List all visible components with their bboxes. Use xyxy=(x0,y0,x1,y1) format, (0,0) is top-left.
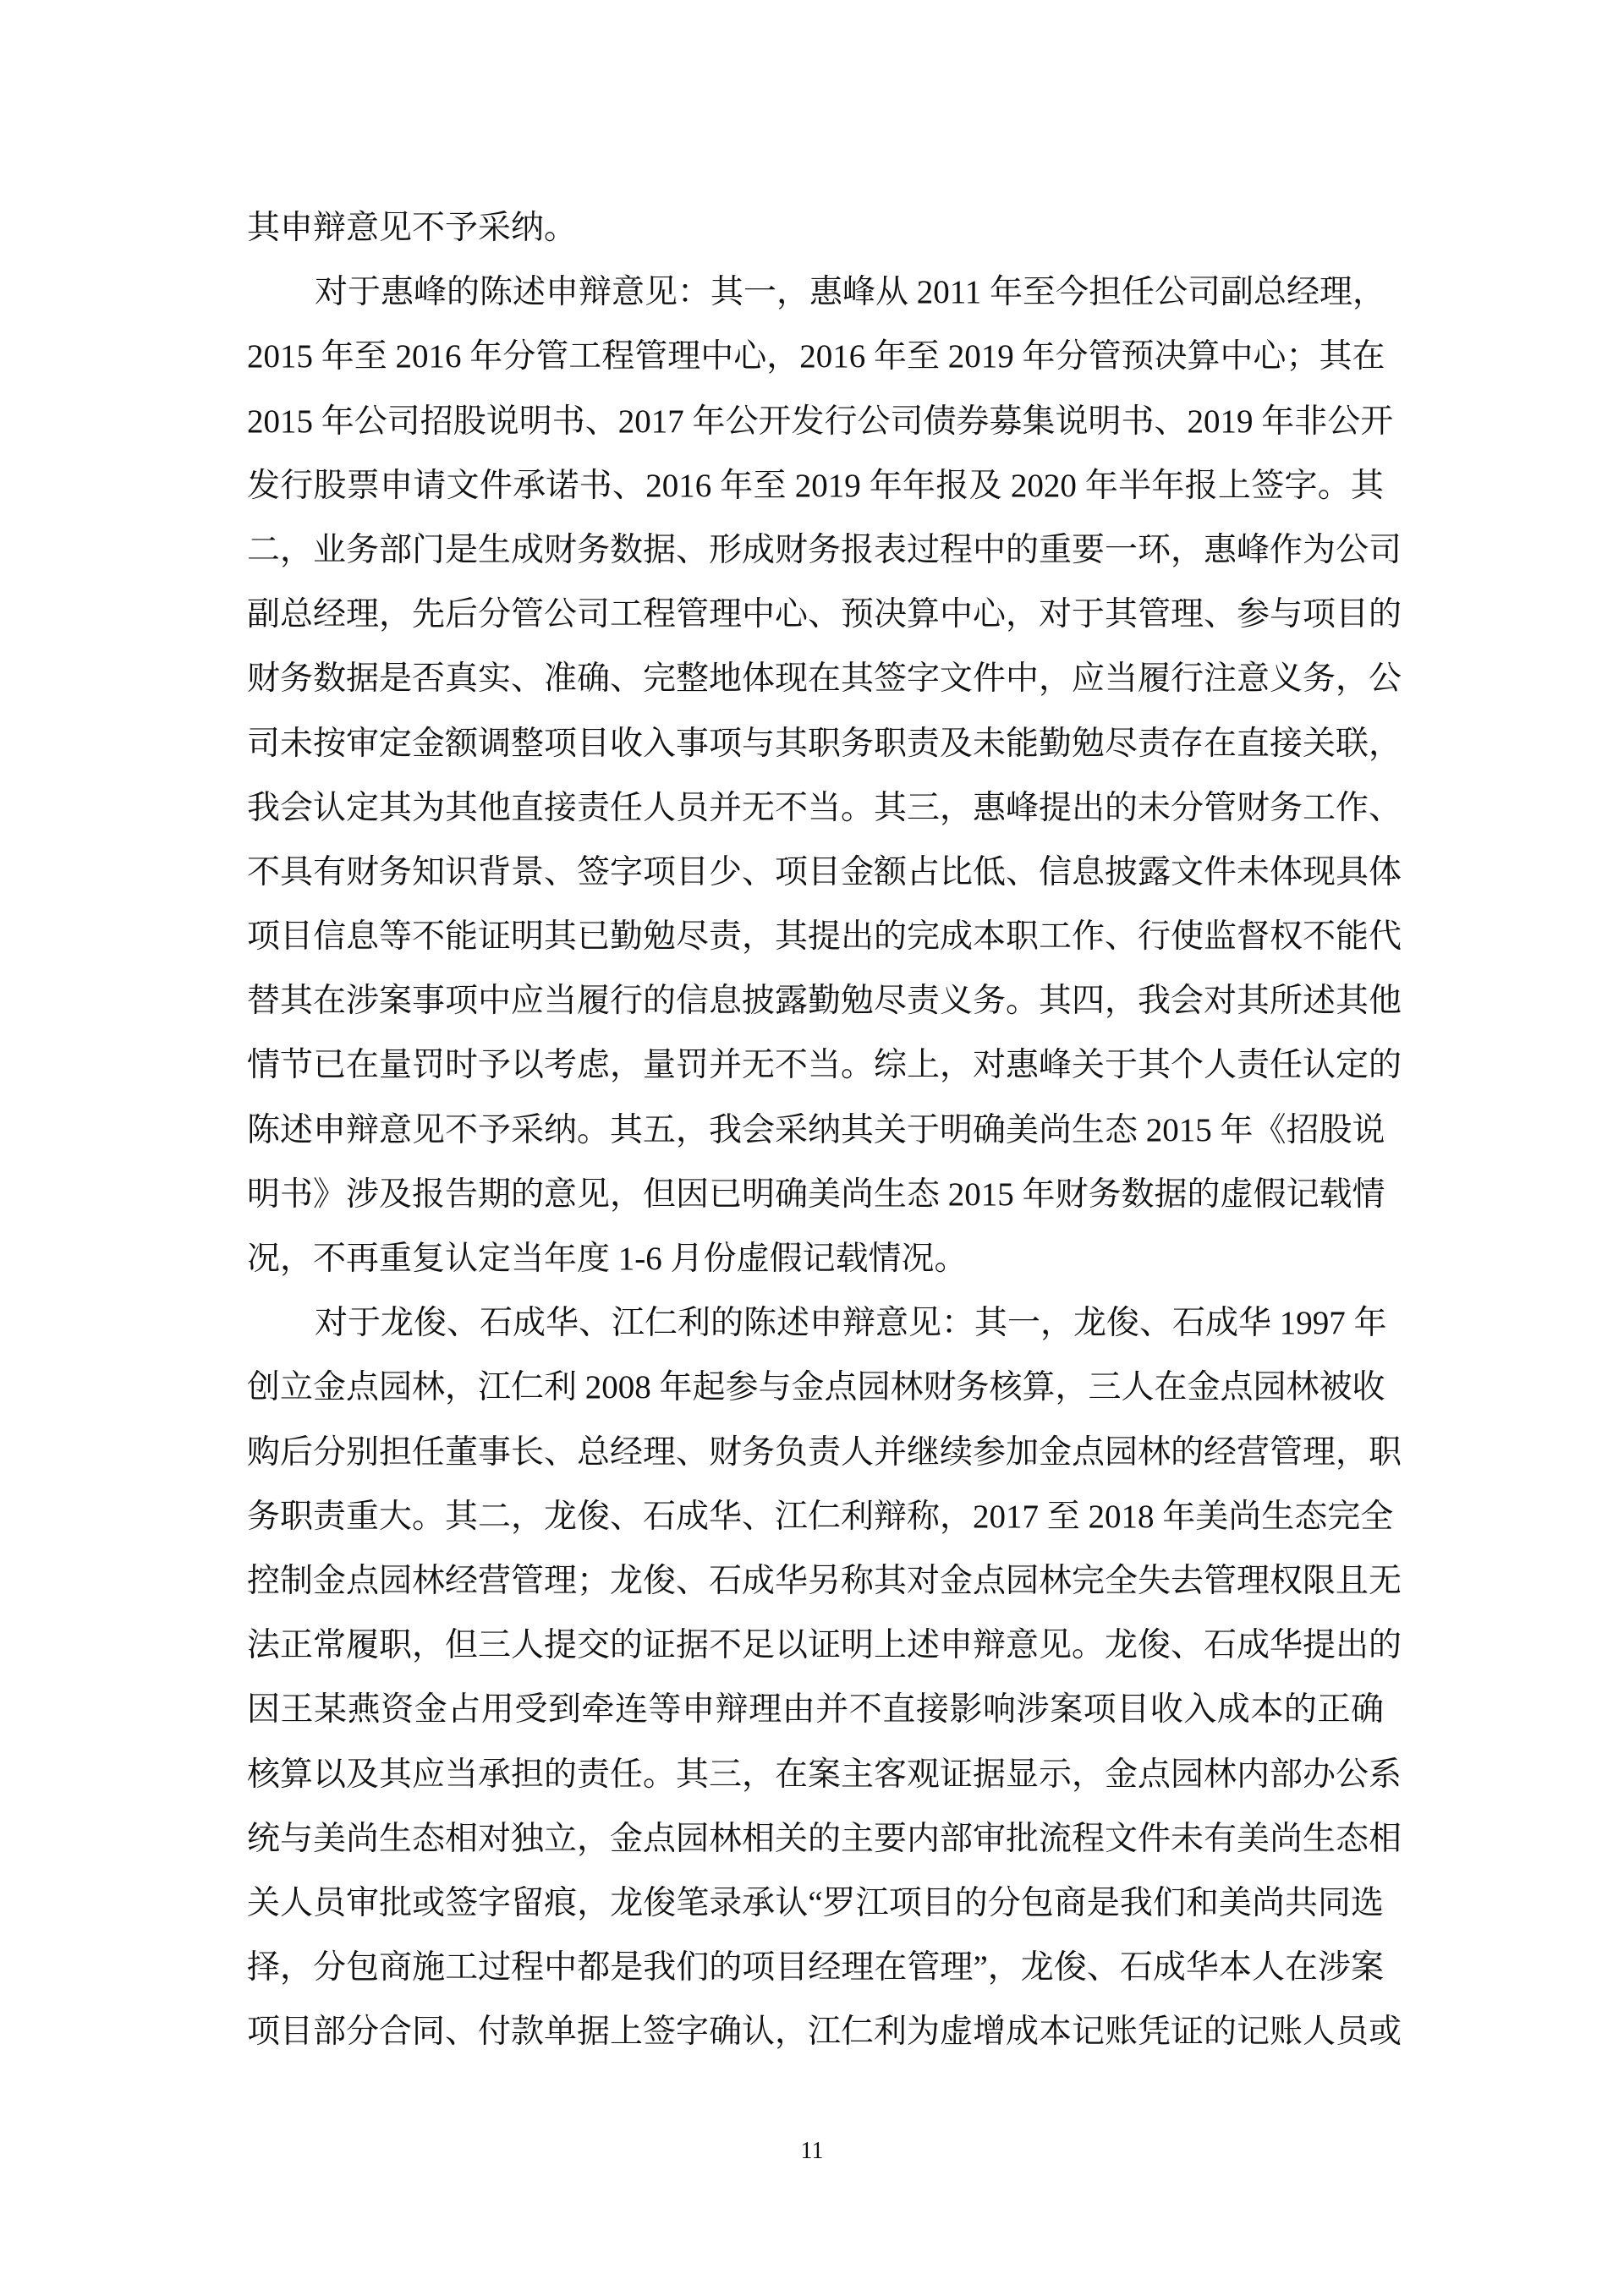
text-line: 司未按审定金额调整项目收入事项与其职务职责及未能勤勉尽责存在直接关联， xyxy=(247,725,1402,762)
text-line: 替其在涉案事项中应当履行的信息披露勤勉尽责义务。其四，我会对其所述其他 xyxy=(247,983,1402,1020)
text-line: 统与美尚生态相对独立，金点园林相关的主要内部审批流程文件未有美尚生态相 xyxy=(247,1820,1402,1857)
text-line: 2015 年公司招股说明书、2017 年公开发行公司债券募集说明书、2019 年非公开 xyxy=(247,403,1394,440)
text-line: 副总经理，先后分管公司工程管理中心、预决算中心，对于其管理、参与项目的 xyxy=(247,596,1402,633)
body-text xyxy=(247,196,1402,2064)
paragraph xyxy=(247,260,1402,1291)
text-line: 务职责重大。其二，龙俊、石成华、江仁利辩称，2017 至 2018 年美尚生态完全 xyxy=(247,1498,1394,1535)
text-line: 我会认定其为其他直接责任人员并无不当。其三，惠峰提出的未分管财务工作、 xyxy=(247,789,1402,826)
text-line: 关人员审批或签字留痕，龙俊笔录承认“罗江项目的分包商是我们和美尚共同选 xyxy=(247,1884,1384,1921)
text-line: 因王某燕资金占用受到牵连等申辩理由并不直接影响涉案项目收入成本的正确 xyxy=(247,1691,1384,1729)
text-line: 陈述申辩意见不予采纳。其五，我会采纳其关于明确美尚生态 2015 年《招股说 xyxy=(247,1111,1385,1148)
text-line: 对于龙俊、石成华、江仁利的陈述申辩意见：其一，龙俊、石成华 1997 年 xyxy=(315,1305,1387,1342)
paragraph xyxy=(247,1291,1402,2064)
text-line: 财务数据是否真实、准确、完整地体现在其签字文件中，应当履行注意义务，公 xyxy=(247,660,1402,698)
text-line: 对于惠峰的陈述申辩意见：其一，惠峰从 2011 年至今担任公司副总经理， xyxy=(315,274,1386,311)
text-line: 二，业务部门是生成财务数据、形成财务报表过程中的重要一环，惠峰作为公司 xyxy=(247,531,1402,568)
text-line: 购后分别担任董事长、总经理、财务负责人并继续参加金点园林的经营管理，职 xyxy=(247,1433,1402,1471)
text-line: 创立金点园林，江仁利 2008 年起参与金点园林财务核算，三人在金点园林被收 xyxy=(247,1369,1385,1406)
page-number: 11 xyxy=(800,2138,824,2164)
text-line: 不具有财务知识背景、签字项目少、项目金额占比低、信息披露文件未体现具体 xyxy=(247,853,1402,890)
text-line: 其申辩意见不予采纳。 xyxy=(247,210,578,246)
text-line: 核算以及其应当承担的责任。其三，在案主客观证据显示，金点园林内部办公系 xyxy=(247,1756,1402,1793)
text-line: 发行股票申请文件承诺书、2016 年至 2019 年年报及 2020 年半年报上签字。其 xyxy=(247,467,1384,504)
text-line: 控制金点园林经营管理；龙俊、石成华另称其对金点园林完全失去管理权限且无 xyxy=(247,1562,1402,1599)
text-line: 项目信息等不能证明其已勤勉尽责，其提出的完成本职工作、行使监督权不能代 xyxy=(247,918,1402,956)
text-line: 情节已在量罚时予以考虑，量罚并无不当。综上，对惠峰关于其个人责任认定的 xyxy=(247,1047,1402,1084)
text-line: 明书》涉及报告期的意见，但因已明确美尚生态 2015 年财务数据的虚假记载情 xyxy=(247,1175,1385,1213)
text-line: 项目部分合同、付款单据上签字确认，江仁利为虚增成本记账凭证的记账人员或 xyxy=(247,2014,1402,2051)
text-line: 法正常履职，但三人提交的证据不足以证明上述申辩意见。龙俊、石成华提出的 xyxy=(247,1627,1402,1664)
text-line: 况，不再重复认定当年度 1-6 月份虚假记载情况。 xyxy=(247,1241,968,1277)
text-line: 2015 年至 2016 年分管工程管理中心，2016 年至 2019 年分管预决算中心；其在 xyxy=(247,338,1385,375)
text-line: 择，分包商施工过程中都是我们的项目经理在管理”，龙俊、石成华本人在涉案 xyxy=(247,1949,1384,1986)
paragraph xyxy=(247,196,1384,260)
